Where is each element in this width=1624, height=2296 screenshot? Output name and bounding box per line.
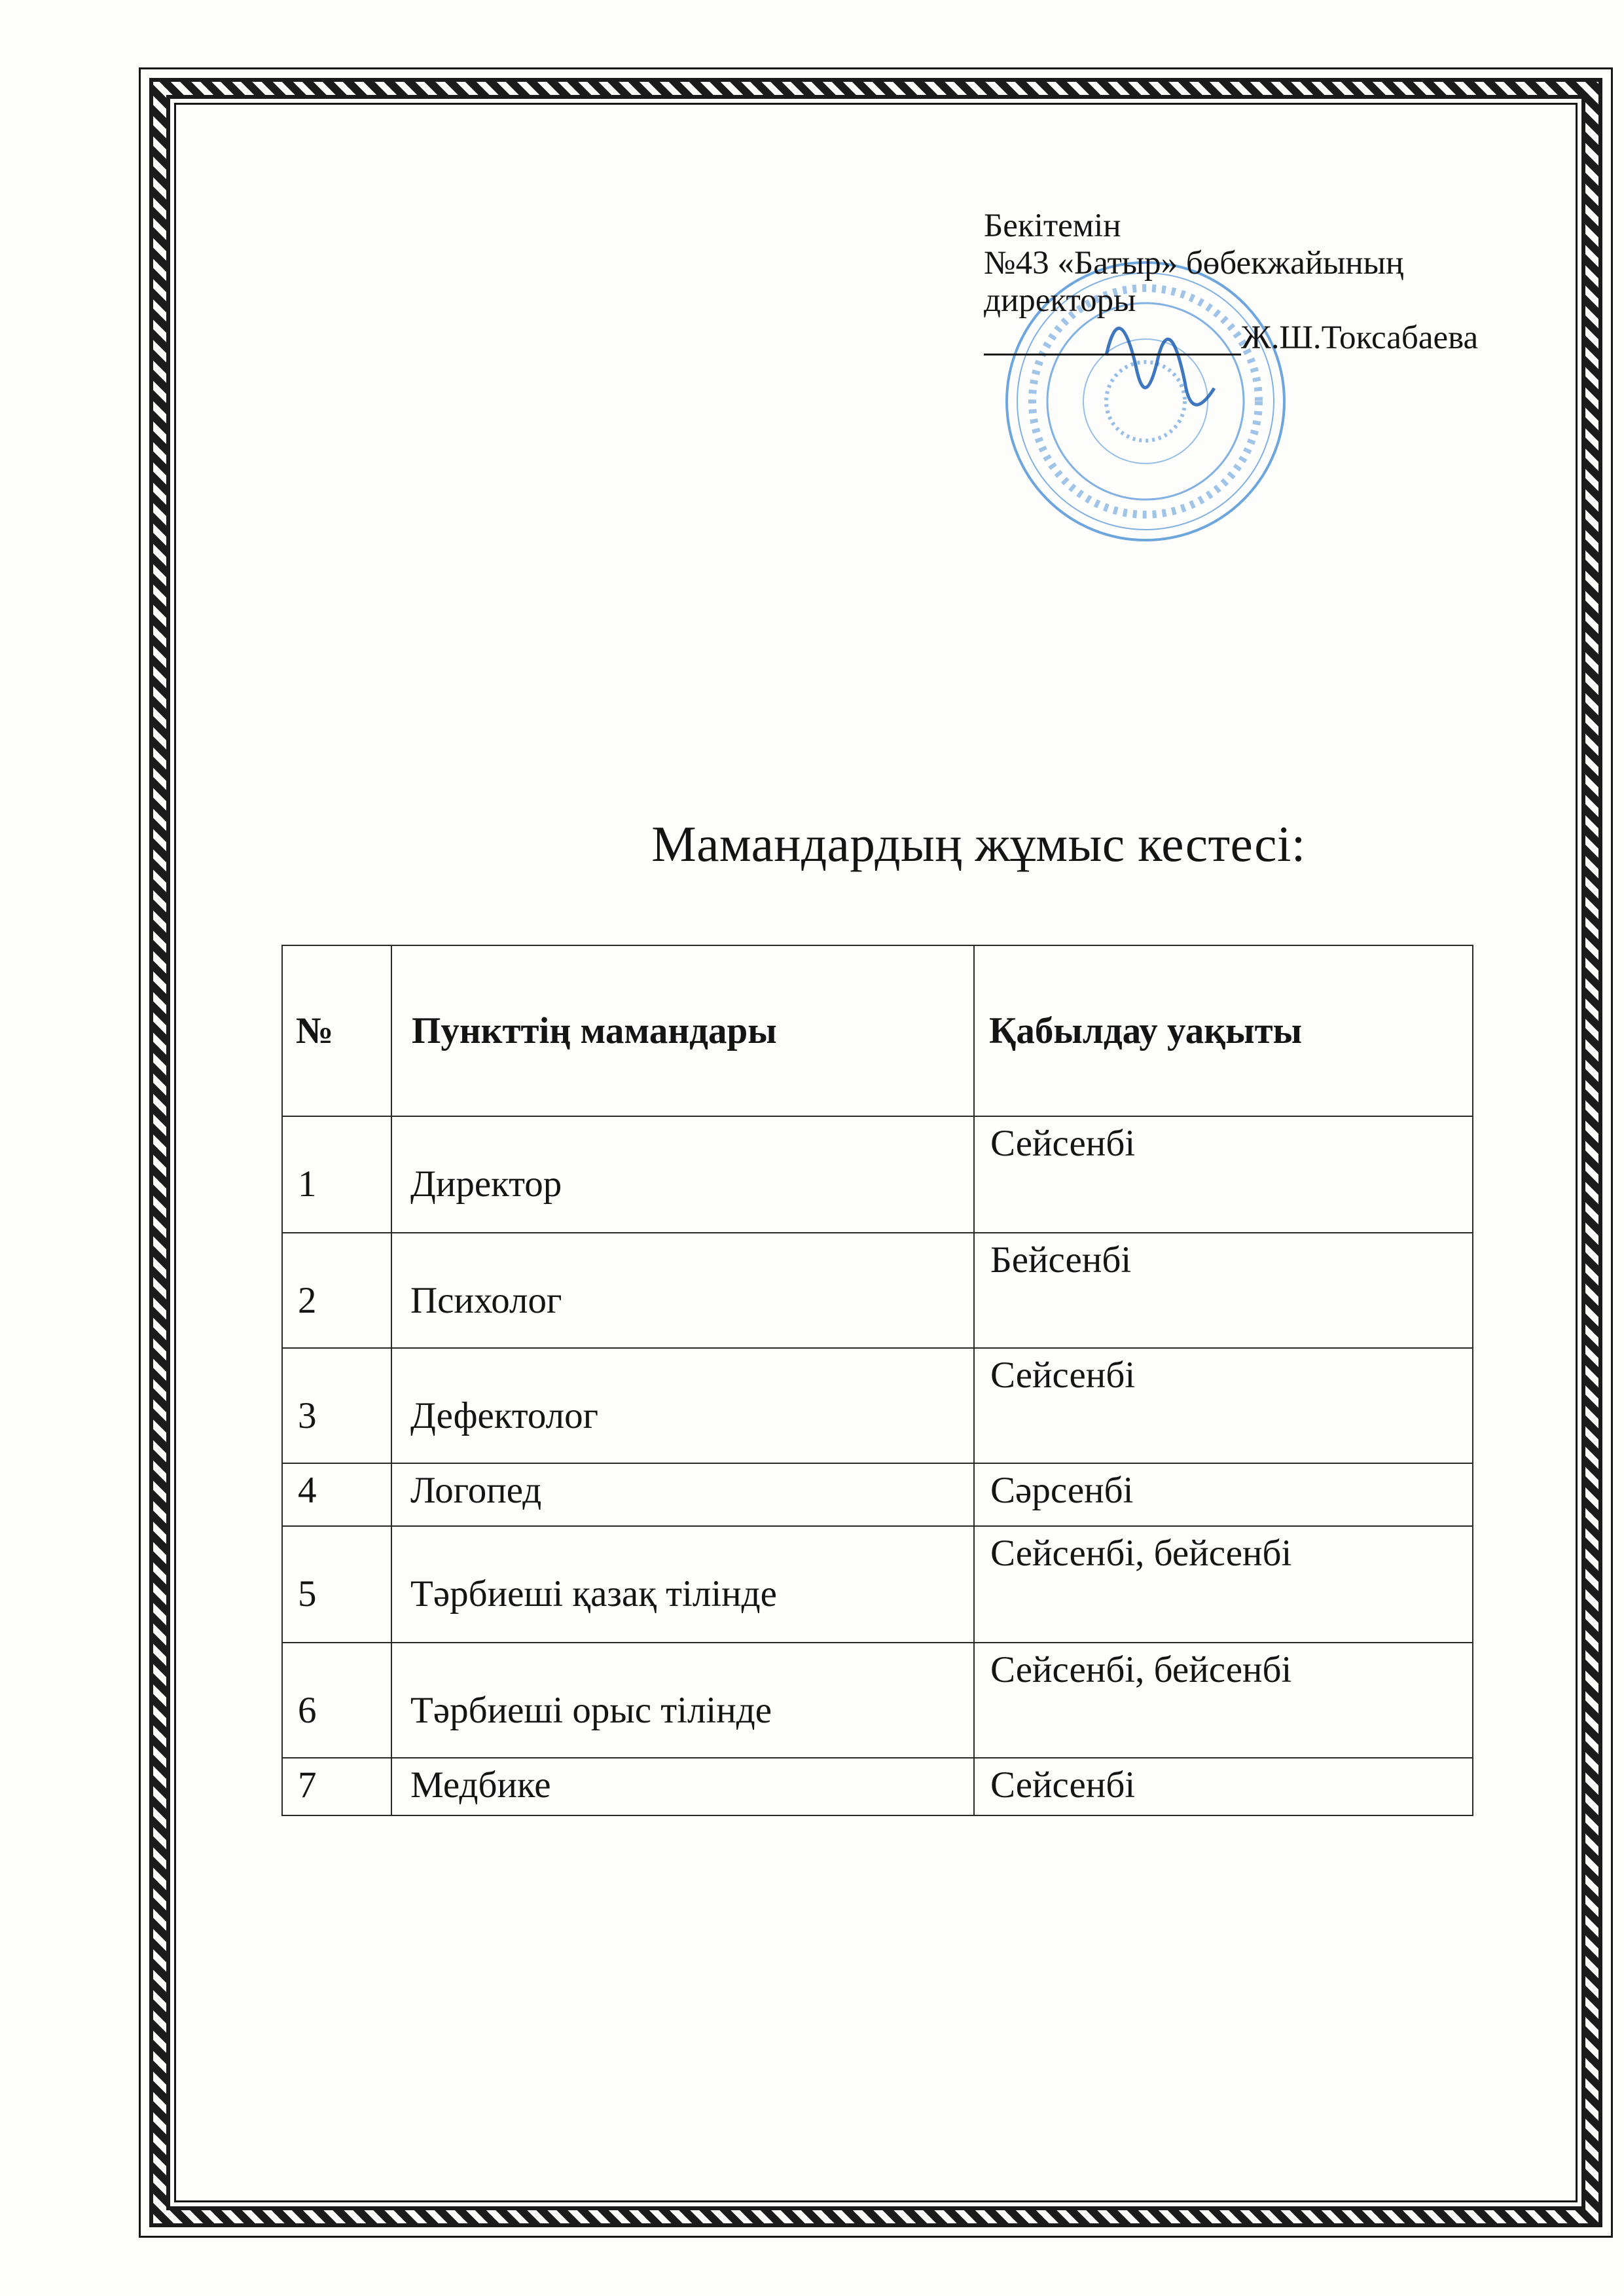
director-title: директоры [984,282,1136,319]
row-time: Бейсенбі [974,1233,1473,1348]
row-number: 1 [282,1116,391,1233]
table-row [282,1116,1473,1233]
row-time: Сәрсенбі [974,1463,1473,1526]
row-time: Сейсенбі, бейсенбі [974,1526,1473,1643]
signer-name: Ж.Ш.Токсабаева [1241,319,1479,356]
table-row [282,1463,1473,1526]
approval-block [984,208,1560,359]
schedule-table [281,945,1473,1816]
row-number: 2 [282,1233,391,1348]
signature-underline [984,354,1241,355]
row-specialist: Психолог [391,1233,974,1348]
header-number: № [282,945,391,1116]
row-specialist: Медбике [391,1758,974,1815]
table-header-row [282,945,1473,1116]
row-specialist: Логопед [391,1463,974,1526]
row-specialist: Директор [391,1116,974,1233]
header-specialists: Пункттің мамандары [391,945,974,1116]
row-specialist: Тәрбиеші орыс тілінде [391,1643,974,1758]
row-number: 3 [282,1348,391,1463]
row-time: Сейсенбі [974,1348,1473,1463]
page-title: Мамандардың жұмыс кестесі: [651,816,1306,872]
row-number: 5 [282,1526,391,1643]
row-number: 4 [282,1463,391,1526]
row-specialist: Тәрбиеші қазақ тілінде [391,1526,974,1643]
row-number: 6 [282,1643,391,1758]
table-row [282,1643,1473,1758]
header-reception-time: Қабылдау уақыты [974,945,1473,1116]
institution-line: №43 «Батыр» бөбекжайының [984,245,1404,282]
table-row [282,1233,1473,1348]
table-row [282,1526,1473,1643]
table-row [282,1758,1473,1815]
row-time: Сейсенбі, бейсенбі [974,1643,1473,1758]
row-time: Сейсенбі [974,1758,1473,1815]
row-specialist: Дефектолог [391,1348,974,1463]
row-number: 7 [282,1758,391,1815]
table-row [282,1348,1473,1463]
approval-heading: Бекітемін [984,208,1121,244]
row-time: Сейсенбі [974,1116,1473,1233]
signature-line [984,319,1560,359]
